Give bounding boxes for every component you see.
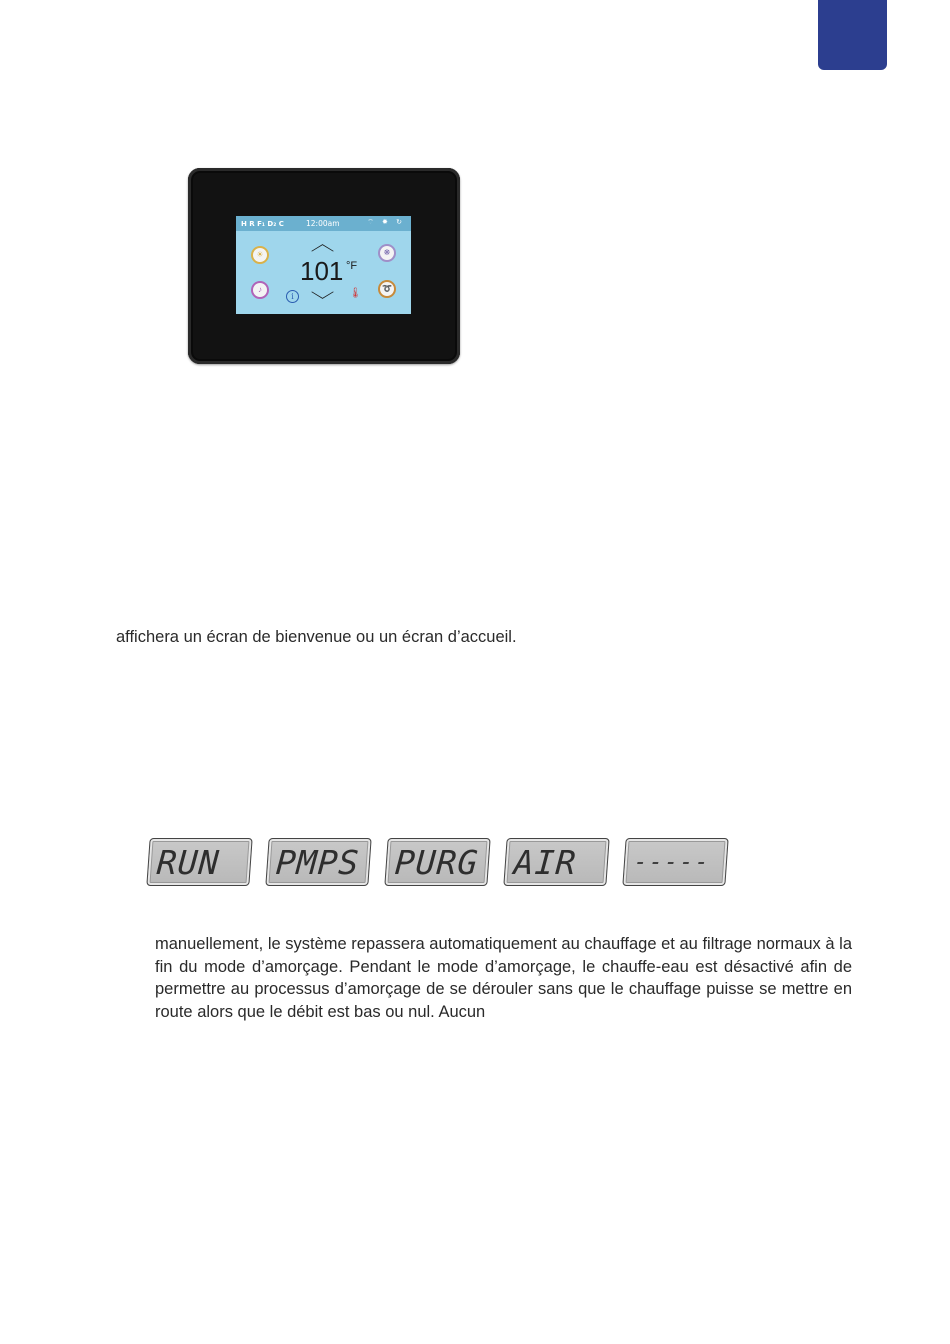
temperature-unit: °F (346, 260, 358, 272)
pump-button-icon[interactable]: ➰ (378, 280, 396, 298)
info-icon[interactable]: i (286, 290, 299, 303)
light-button-icon[interactable]: ☀ (251, 246, 269, 264)
lcd-message-air: AIR (503, 838, 609, 886)
lcd-message-pmps: PMPS (265, 838, 371, 886)
status-time: 12:00am (306, 219, 340, 228)
music-button-icon[interactable]: ♪ (251, 281, 269, 299)
lcd-message-dashes: ----- (622, 838, 728, 886)
status-bar (236, 216, 411, 231)
thermometer-icon: 🌡 (349, 288, 362, 299)
body-paragraph: manuellement, le système repassera automatiquement au chauffage et au filtrage normaux à la fin du mode d’amorçage. Pendant le mode d’amorçage, le chauffe-eau est désactivé afin de permettre au processus d’amorçage de se dérouler sans que le chauffage puisse se mettre en route alors que le débit est bas ou nul. Aucun (155, 935, 852, 1021)
page-tab (818, 0, 887, 70)
status-indicators: H R F₁ D₂ C (241, 219, 284, 228)
temperature-value: 101 (300, 256, 344, 286)
temp-up-arrow-icon[interactable]: ︿ (310, 235, 335, 255)
intro-text-line: affichera un écran de bienvenue ou un écran d’accueil. (116, 628, 517, 646)
jets-button-icon[interactable]: ❋ (378, 244, 396, 262)
wifi-icon: ⌔ ✸ ↻ (367, 218, 405, 226)
lcd-message-purg: PURG (384, 838, 490, 886)
temp-down-arrow-icon[interactable]: ﹀ (310, 291, 335, 311)
lcd-message-row (148, 838, 727, 886)
lcd-message-run: RUN (146, 838, 252, 886)
control-panel-device (188, 168, 460, 364)
control-panel-screen (236, 216, 411, 314)
